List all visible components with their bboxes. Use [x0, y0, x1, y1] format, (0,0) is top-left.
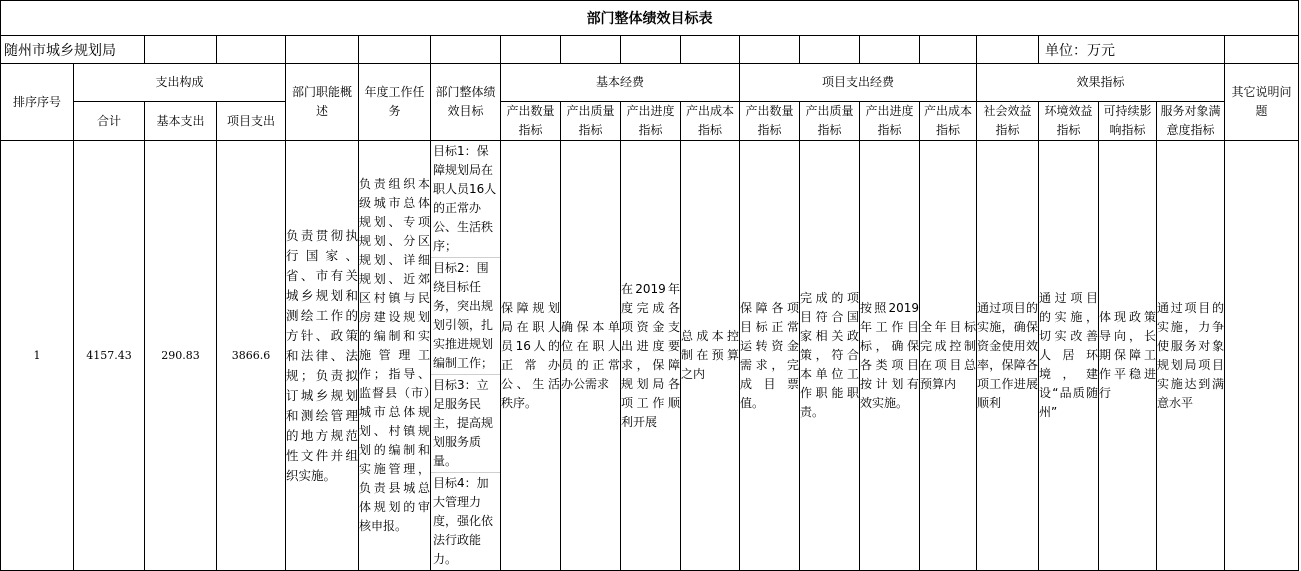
- header-basic-output-quantity: 产出数量指标: [501, 102, 561, 141]
- header-expense-composition: 支出构成: [74, 64, 286, 102]
- cell-project-quality: 完成的项目符合国家相关政策，符合本单位工作职能职责。: [800, 141, 860, 571]
- goal-item: 目标2：围绕目标任务，突出规划引领，扎实推进规划编制工作；: [431, 258, 500, 375]
- cell-basic-expense: 290.83: [145, 141, 217, 571]
- goal-item: 目标4：加大管理力度，强化依法行政能力。: [433, 476, 494, 566]
- cell-social-benefit: 通过项目的实施，确保资金使用效率，保障各项工作进展顺利: [977, 141, 1039, 571]
- header-effect-indicators: 效果指标: [977, 64, 1225, 102]
- cell-dept-function: 负责贯彻执行国家、省、市有关城乡规划和测绘工作的方针、政策和法律、法规；负责拟订城乡规划和测绘管理的地方规范性文件并组织实施。: [286, 141, 359, 571]
- unit-label: 单位：万元: [1039, 36, 1225, 64]
- cell-basic-quality: 确保本单位在职人员的正常办公需求: [561, 141, 621, 571]
- cell-project-progress: 按照2019年工作目标，确保各类项目按计划有效实施。: [860, 141, 920, 571]
- cell-other: [1225, 141, 1299, 571]
- cell-dept-goals: [431, 141, 501, 571]
- header-dept-goal: 部门整体绩效目标: [431, 64, 501, 141]
- table-row: [1, 141, 1299, 571]
- header-annual-task: 年度工作任务: [359, 64, 431, 141]
- cell-seq: 1: [1, 141, 74, 571]
- cell-basic-quantity: 保障规划局在职人员16人的正常办公、生活秩序。: [501, 141, 561, 571]
- header-total: 合计: [74, 102, 145, 141]
- header-env-benefit: 环境效益指标: [1039, 102, 1099, 141]
- cell-basic-progress: 在2019年度完成各项资金支出进度要求，保障规划局各项工作顺利开展: [621, 141, 681, 571]
- cell-sustainable: 体现政策导向，长期保障工作平稳进行: [1099, 141, 1157, 571]
- header-basic-funds: 基本经费: [501, 64, 740, 102]
- organization-name: 随州市城乡规划局: [1, 36, 145, 64]
- header-basic-expense: 基本支出: [145, 102, 217, 141]
- header-basic-output-quality: 产出质量指标: [561, 102, 621, 141]
- cell-annual-task: 负责组织本级城市总体规划、专项规划、分区规划、详细规划、近郊区村镇与民房建设规划的编制和实施管理工作；指导、监督县（市）城市总体规划、村镇规划的编制和实施管理，负责县城总体规划的审核申报。: [359, 141, 431, 571]
- cell-project-quantity: 保障各项目标正常运转资金需求，完成目票值。: [740, 141, 800, 571]
- cell-satisfaction: 通过项目的实施，力争使服务对象规划局项目实施达到满意水平: [1157, 141, 1225, 571]
- cell-env-benefit: 通过项目的实施，切实改善人居环境，建设“品质随州”: [1039, 141, 1099, 571]
- cell-total: 4157.43: [74, 141, 145, 571]
- header-sustainable: 可持续影响指标: [1099, 102, 1157, 141]
- header-satisfaction: 服务对象满意度指标: [1157, 102, 1225, 141]
- header-basic-output-progress: 产出进度指标: [621, 102, 681, 141]
- cell-project-expense: 3866.6: [217, 141, 286, 571]
- header-project-output-cost: 产出成本指标: [920, 102, 977, 141]
- header-basic-output-cost: 产出成本指标: [681, 102, 740, 141]
- header-dept-function: 部门职能概述: [286, 64, 359, 141]
- cell-basic-cost: 总成本控制在预算之内: [681, 141, 740, 571]
- header-seq: 排序序号: [1, 64, 74, 141]
- goal-item: 目标3：立足服务民主，提高规划服务质量。: [431, 375, 500, 473]
- header-social-benefit: 社会效益指标: [977, 102, 1039, 141]
- goal-item: 目标1：保障规划局在职人员16人的正常办公、生活秩序；: [431, 141, 500, 258]
- header-project-output-quantity: 产出数量指标: [740, 102, 800, 141]
- header-project-funds: 项目支出经费: [740, 64, 977, 102]
- header-project-output-quality: 产出质量指标: [800, 102, 860, 141]
- page-title: 部门整体绩效目标表: [1, 1, 1299, 36]
- header-project-expense: 项目支出: [217, 102, 286, 141]
- header-project-output-progress: 产出进度指标: [860, 102, 920, 141]
- cell-project-cost: 全年目标完成控制在项目总预算内: [920, 141, 977, 571]
- header-other-issues: 其它说明问题: [1225, 64, 1299, 141]
